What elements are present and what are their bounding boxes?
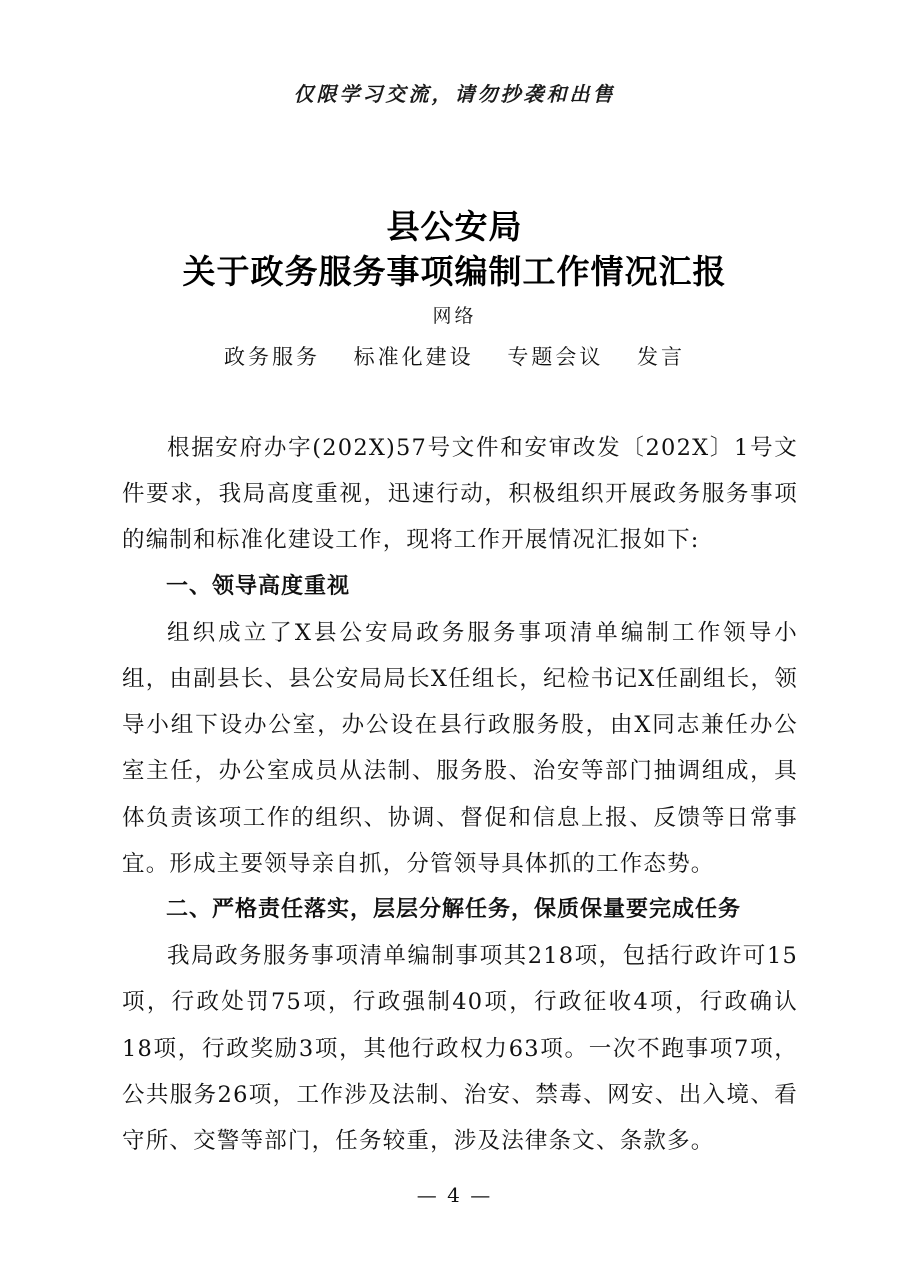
section2-heading: 二、严格责任落实，层层分解任务，保质保量要完成任务 [166, 897, 742, 923]
document-title-line1: 县公安局 [386, 207, 523, 246]
document-body [122, 425, 798, 1164]
document-title-line2: 关于政务服务事项编制工作情况汇报 [182, 252, 727, 291]
document-author: 网络 [432, 305, 477, 327]
section1-heading: 一、领导高度重视 [166, 573, 351, 599]
keyword: 发言 [637, 345, 686, 369]
intro-paragraph: 根据安府办字(202X)57号文件和安审改发〔202X〕1号文件要求，我局高度重视，迅速行动，积极组织开展政务服务事项的编制和标准化建设工作，现将工作开展情况汇报如下: [122, 435, 798, 554]
watermark-text: 仅限学习交流，请勿抄袭和出售 [293, 82, 616, 106]
page-number: — 4 — [416, 1183, 493, 1207]
keyword: 标准化建设 [353, 345, 474, 369]
section1-paragraph: 组织成立了X县公安局政务服务事项清单编制工作领导小组，由副县长、县公安局局长X任组长，纪检书记X任副组长，领导小组下设办公室，办公设在县行政服务股，由X同志兼任办公室主任，办公室成员从法制、服务股、治安等部门抽调组成，具体负责该项工作的组织、协调、督促和信息上报、反馈等日常事宜。形成主要领导亲自抓，分管领导具体抓的工作态势。 [122, 619, 798, 877]
keyword: 专题会议 [507, 345, 604, 369]
keywords-line [0, 341, 909, 371]
section2-paragraph: 我局政务服务事项清单编制事项其218项，包括行政许可15项，行政处罚75项，行政强制40项，行政征收4项，行政确认18项，行政奖励3项，其他行政权力63项。一次不跑事项7项，公共服务26项，工作涉及法制、治安、禁毒、网安、出入境、看守所、交警等部门，任务较重，涉及法律条文、条款多。 [122, 943, 798, 1155]
keyword: 政务服务 [223, 345, 320, 369]
